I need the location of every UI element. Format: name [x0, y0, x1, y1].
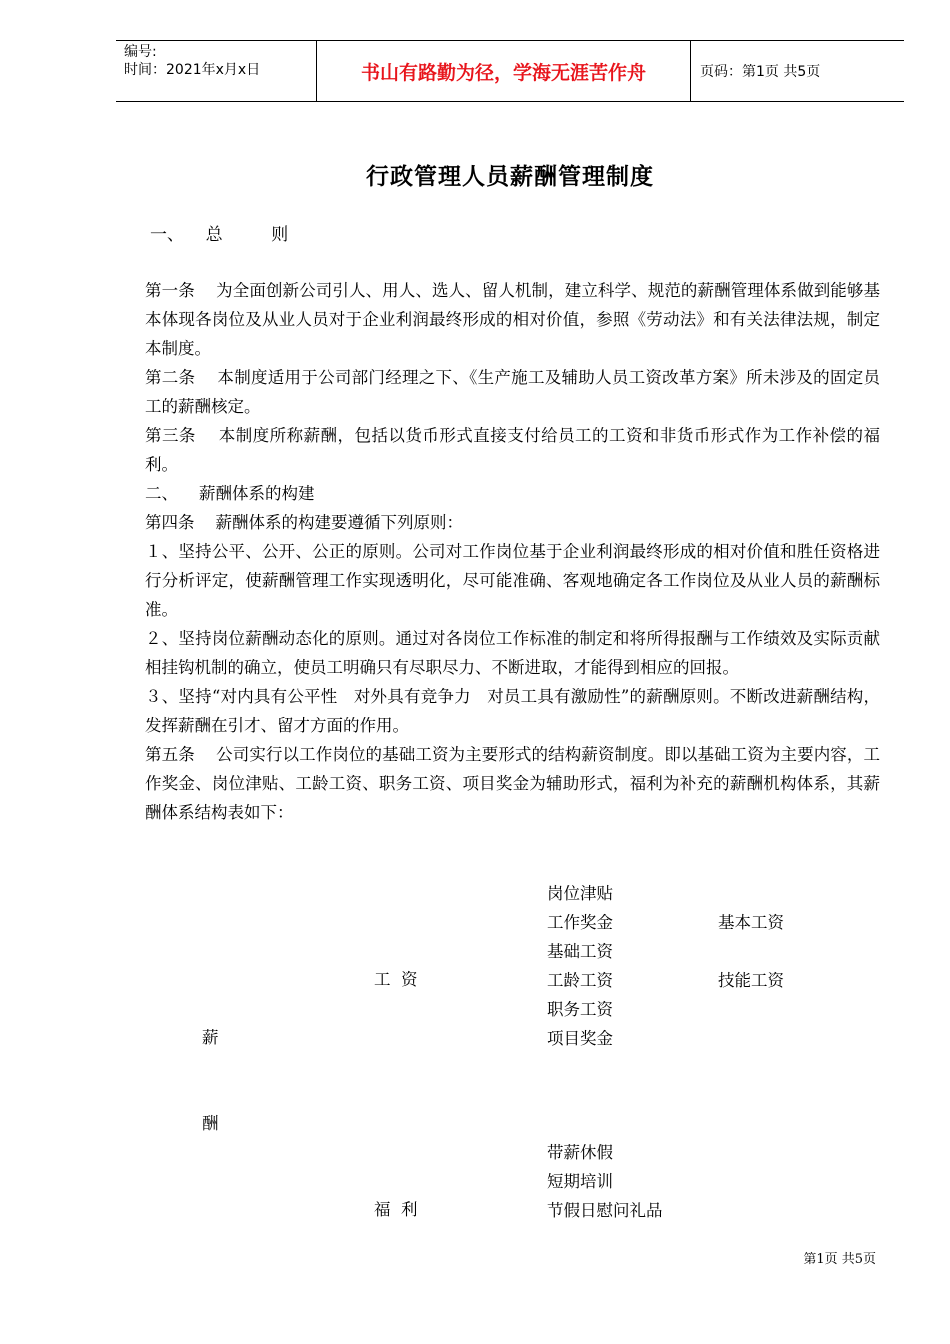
root-char: 薪: [202, 1028, 219, 1047]
header-meta: [124, 43, 260, 79]
wage-label: 工 资: [374, 970, 418, 989]
header-motto: 书山有路勤为径，学海无涯苦作舟: [360, 61, 646, 84]
wage-item: 工龄工资: [547, 971, 613, 990]
paragraph: １、坚持公平、公开、公正的原则。公司对工作岗位基于企业利润最终形成的相对价值和胜任资格进行分析评定，使薪酬管理工作实现透明化，尽可能准确、客观地确定各工作岗位及从业人员的薪酬标准。: [145, 542, 880, 619]
wage-item: 工作奖金: [547, 913, 613, 932]
root-char: 酬: [202, 1114, 219, 1133]
page-header: [116, 40, 904, 102]
number-label: 编号:: [124, 44, 157, 60]
wage-item: 基础工资: [547, 942, 613, 961]
wage-item: 职务工资: [547, 1000, 613, 1019]
document-title: 行政管理人员薪酬管理制度: [366, 163, 654, 190]
paragraph: ２、坚持岗位薪酬动态化的原则。通过对各岗位工作标准的制定和将所得报酬与工作绩效及实际贡献相挂钩机制的确立，使员工明确只有尽职尽力、不断进取，才能得到相应的回报。: [145, 629, 880, 677]
group-basic: 基本工资: [718, 913, 784, 932]
header-divider: [690, 41, 691, 101]
wage-item: 项目奖金: [547, 1029, 613, 1048]
paragraph: ３、坚持“对内具有公平性 对外具有竞争力 对员工具有激励性”的薪酬原则。不断改进薪酬结构，发挥薪酬在引才、留才方面的作用。: [145, 687, 880, 735]
group-skill: 技能工资: [718, 971, 784, 990]
paragraph: 第一条 为全面创新公司引人、用人、选人、留人机制，建立科学、规范的薪酬管理体系做到能够基本体现各岗位及从业人员对于企业利润最终形成的相对价值，参照《劳动法》和有关法律法规，制定本制度。: [145, 281, 880, 358]
time-label: 时间：2021年x月x日: [124, 62, 261, 78]
wage-item: 岗位津贴: [547, 884, 613, 903]
welfare-item: 带薪休假: [547, 1143, 613, 1162]
paragraph: 第四条 薪酬体系的构建要遵循下列原则：: [145, 513, 463, 532]
welfare-item: 节假日慰问礼品: [547, 1201, 663, 1220]
section-heading: 一、 总 则: [150, 225, 289, 245]
header-page-label: 页码：第1页 共5页: [700, 64, 821, 80]
page-footer: 第1页 共5页: [803, 1252, 876, 1267]
paragraph: 第二条 本制度适用于公司部门经理之下、《生产施工及辅助人员工资改革方案》所未涉及的固定员工的薪酬核定。: [145, 368, 880, 416]
welfare-item: 短期培训: [547, 1172, 613, 1191]
paragraph: 第三条 本制度所称薪酬，包括以货币形式直接支付给员工的工资和非货币形式作为工作补偿的福利。: [145, 426, 880, 474]
welfare-label: 福 利: [374, 1200, 418, 1219]
section-heading: 二、 薪酬体系的构建: [145, 484, 315, 503]
document-body: [145, 276, 880, 827]
paragraph: 第五条 公司实行以工作岗位的基础工资为主要形式的结构薪资制度。即以基础工资为主要内容，工作奖金、岗位津贴、工龄工资、职务工资、项目奖金为辅助形式，福利为补充的薪酬机构体系，其薪酬体系结构表如下：: [145, 745, 880, 822]
